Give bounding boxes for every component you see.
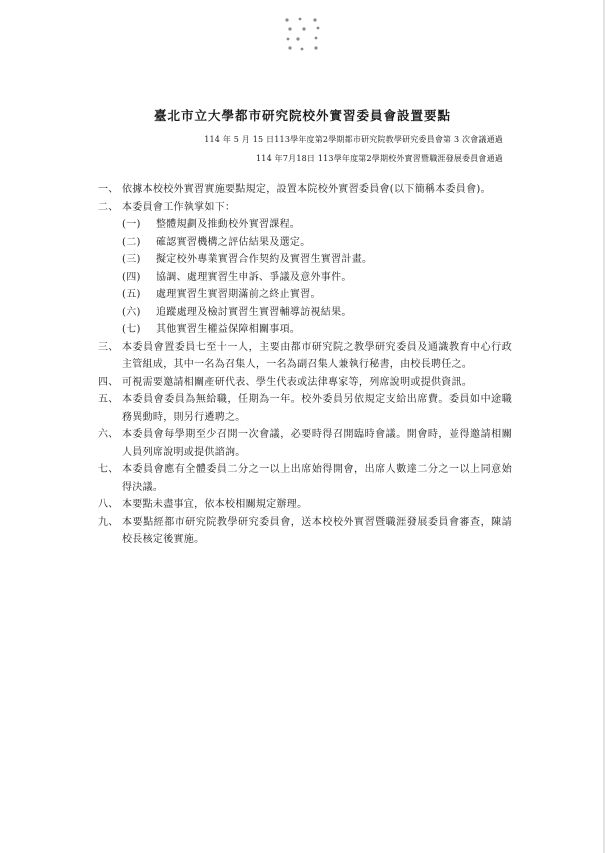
item-number: (七) bbox=[122, 324, 141, 335]
article-6 bbox=[98, 426, 512, 461]
article-2-item-3 bbox=[122, 251, 512, 269]
article-text: 依據本校校外實習實施要點規定，設置本院校外實習委員會(以下簡稱本委員會)。 bbox=[122, 184, 491, 195]
item-text: 追蹤處理及檢討實習生實習輔導訪視結果。 bbox=[156, 306, 352, 318]
item-text: 確認實習機構之評估結果及選定。 bbox=[156, 236, 311, 248]
article-4 bbox=[98, 374, 512, 392]
history-line: 114 年7月18日 113學年度第2學期校外實習暨職涯發展委員會通過 bbox=[256, 154, 503, 163]
article-number: 九、 bbox=[98, 516, 119, 528]
article-2-item-6 bbox=[122, 304, 512, 322]
university-logo-icon bbox=[278, 15, 328, 55]
item-number: (六) bbox=[122, 306, 141, 318]
item-number: (四) bbox=[122, 271, 141, 283]
item-text: 擬定校外專業實習合作契約及實習生實習計畫。 bbox=[156, 254, 373, 265]
document-title: 臺北市立大學都市研究院校外實習委員會設置要點 bbox=[153, 108, 451, 123]
article-number: 五、 bbox=[98, 394, 119, 405]
article-number: 二、 bbox=[98, 201, 119, 213]
article-2 bbox=[98, 199, 512, 217]
item-text: 整體規劃及推動校外實習課程。 bbox=[156, 219, 301, 230]
article-number: 三、 bbox=[98, 341, 119, 353]
article-2-item-2 bbox=[122, 234, 512, 252]
article-number: 一、 bbox=[98, 184, 119, 195]
history-line: 114 年 5 月 15 日113學年度第2學期都市研究院教學研究委員會第 3 次會議通過 bbox=[204, 135, 503, 144]
article-list bbox=[98, 181, 512, 549]
article-number: 八、 bbox=[98, 499, 119, 510]
article-text: 本要點未盡事宜，依本校相關規定辦理。 bbox=[122, 499, 308, 510]
article-2-item-4 bbox=[122, 269, 512, 287]
item-text: 協調、處理實習生申訴、爭議及意外事件。 bbox=[156, 271, 352, 283]
article-5 bbox=[98, 391, 512, 426]
article-text: 本委員會工作執掌如下： bbox=[122, 201, 236, 213]
article-number: 四、 bbox=[98, 376, 119, 388]
item-text: 其他實習生權益保障相關事項。 bbox=[156, 324, 301, 335]
item-number: (一) bbox=[122, 219, 141, 230]
article-3 bbox=[98, 339, 512, 374]
item-number: (二) bbox=[122, 236, 141, 248]
article-8 bbox=[98, 496, 512, 514]
article-number: 六、 bbox=[98, 429, 119, 440]
article-text: 本要點經都市研究院教學研究委員會，送本校校外實習暨職涯發展委員會審查，陳請校長核定後實施。 bbox=[122, 516, 512, 545]
item-number: (五) bbox=[122, 289, 141, 300]
article-1 bbox=[98, 181, 512, 199]
item-number: (三) bbox=[122, 254, 141, 265]
article-text: 本委員會每學期至少召開一次會議，必要時得召開臨時會議。開會時，並得邀請相關人員列席說明或提供諮詢。 bbox=[122, 429, 512, 458]
article-7 bbox=[98, 461, 512, 496]
article-number: 七、 bbox=[98, 464, 119, 475]
article-text: 可視需要邀請相關產研代表、學生代表或法律專家等，列席說明或提供資訊。 bbox=[122, 376, 473, 388]
article-text: 本委員會置委員七至十一人，主要由都市研究院之教學研究委員及通識教育中心行政主管組成，其中一名為召集人，一名為副召集人兼執行秘書，由校長聘任之。 bbox=[122, 341, 512, 370]
item-text: 處理實習生實習期滿前之終止實習。 bbox=[156, 289, 321, 300]
article-2-item-1 bbox=[122, 216, 512, 234]
article-2-item-7 bbox=[122, 321, 512, 339]
article-text: 本委員會委員為無給職，任期為一年。校外委員另依規定支給出席費。委員如中途職務異動時，則另行遴聘之。 bbox=[122, 394, 512, 423]
article-text: 本委員會應有全體委員二分之一以上出席始得開會，出席人數達二分之一以上同意始得決議。 bbox=[122, 464, 512, 493]
amendment-history bbox=[204, 130, 503, 168]
article-9 bbox=[98, 514, 512, 549]
article-2-item-5 bbox=[122, 286, 512, 304]
